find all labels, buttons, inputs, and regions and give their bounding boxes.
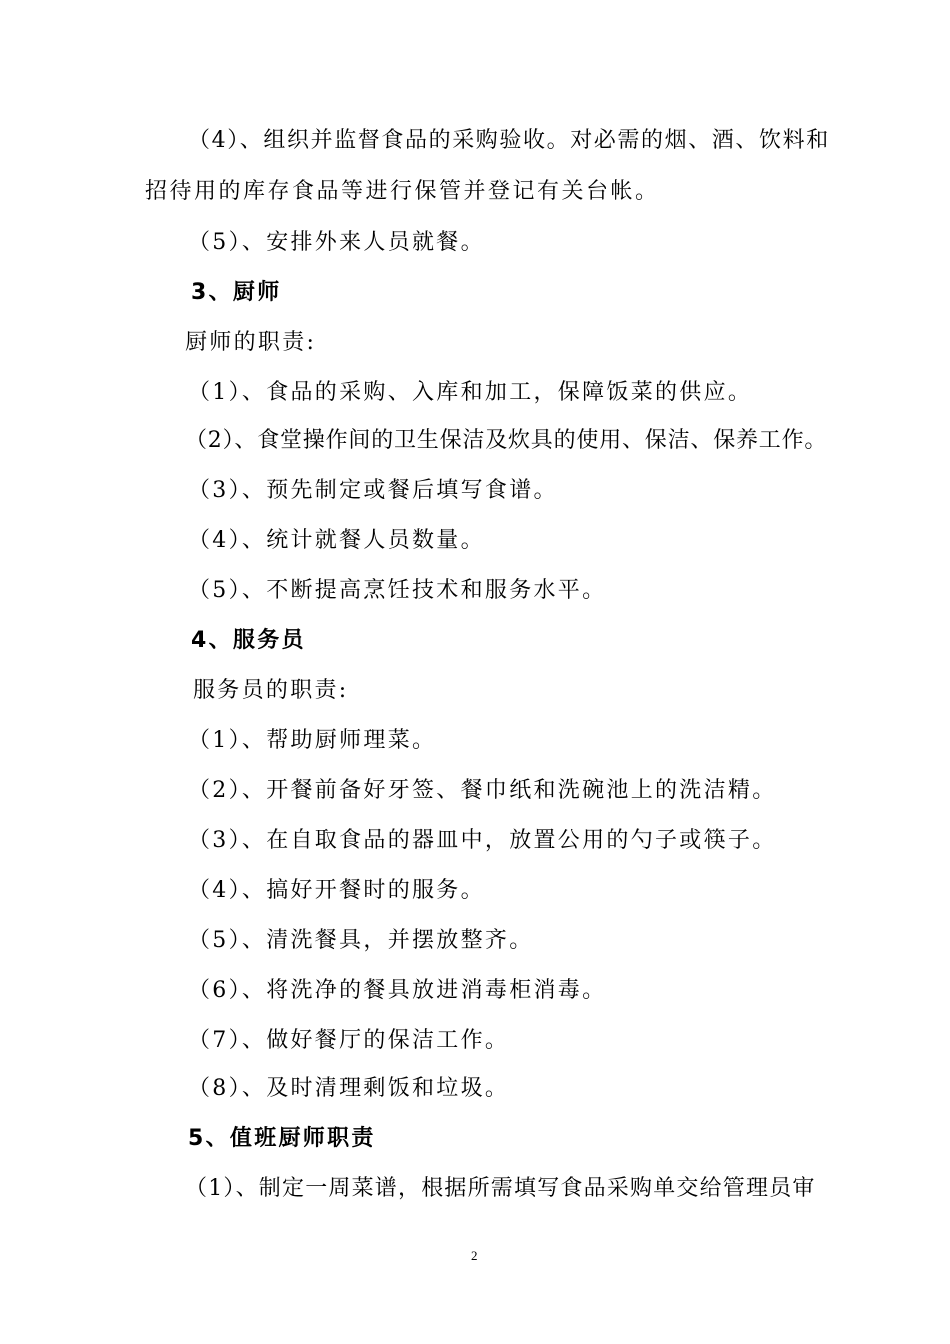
list-item: （2）、食堂操作间的卫生保洁及炊具的使用、保洁、保养工作。 [185,428,828,453]
list-item: （4）、统计就餐人员数量。 [188,528,485,553]
list-item: （1）、食品的采购、入库和加工，保障饭菜的供应。 [188,380,753,405]
subheading: 服务员的职责: [193,678,349,703]
list-item: （6）、将洗净的餐具放进消毒柜消毒。 [188,978,607,1003]
list-item: （5）、清洗餐具，并摆放整齐。 [188,928,534,953]
list-item: （7）、做好餐厅的保洁工作。 [188,1028,510,1053]
list-item: （3）、预先制定或餐后填写食谱。 [188,478,558,503]
list-item: （2）、开餐前备好牙签、餐巾纸和洗碗池上的洗洁精。 [188,778,777,803]
section-heading: 3、厨师 [191,280,282,305]
list-item: （5）、安排外来人员就餐。 [188,230,485,255]
list-item: （1）、帮助厨师理菜。 [188,728,437,753]
paragraph-line: （4）、组织并监督食品的采购验收。对必需的烟、酒、饮料和 [188,128,830,153]
section-heading: 5、值班厨师职责 [188,1126,376,1151]
paragraph-line: 招待用的库存食品等进行保管并登记有关台帐。 [145,179,660,204]
list-item: （3）、在自取食品的器皿中，放置公用的勺子或筷子。 [188,828,777,853]
subheading: 厨师的职责: [185,330,317,355]
list-item: （5）、不断提高烹饪技术和服务水平。 [188,578,607,603]
section-heading: 4、服务员 [191,628,306,653]
list-item: （4）、搞好开餐时的服务。 [188,878,485,903]
list-item: （1）、制定一周菜谱，根据所需填写食品采购单交给管理员审 [185,1176,816,1201]
page-number: 2 [471,1248,478,1263]
list-item: （8）、及时清理剩饭和垃圾。 [188,1076,510,1101]
